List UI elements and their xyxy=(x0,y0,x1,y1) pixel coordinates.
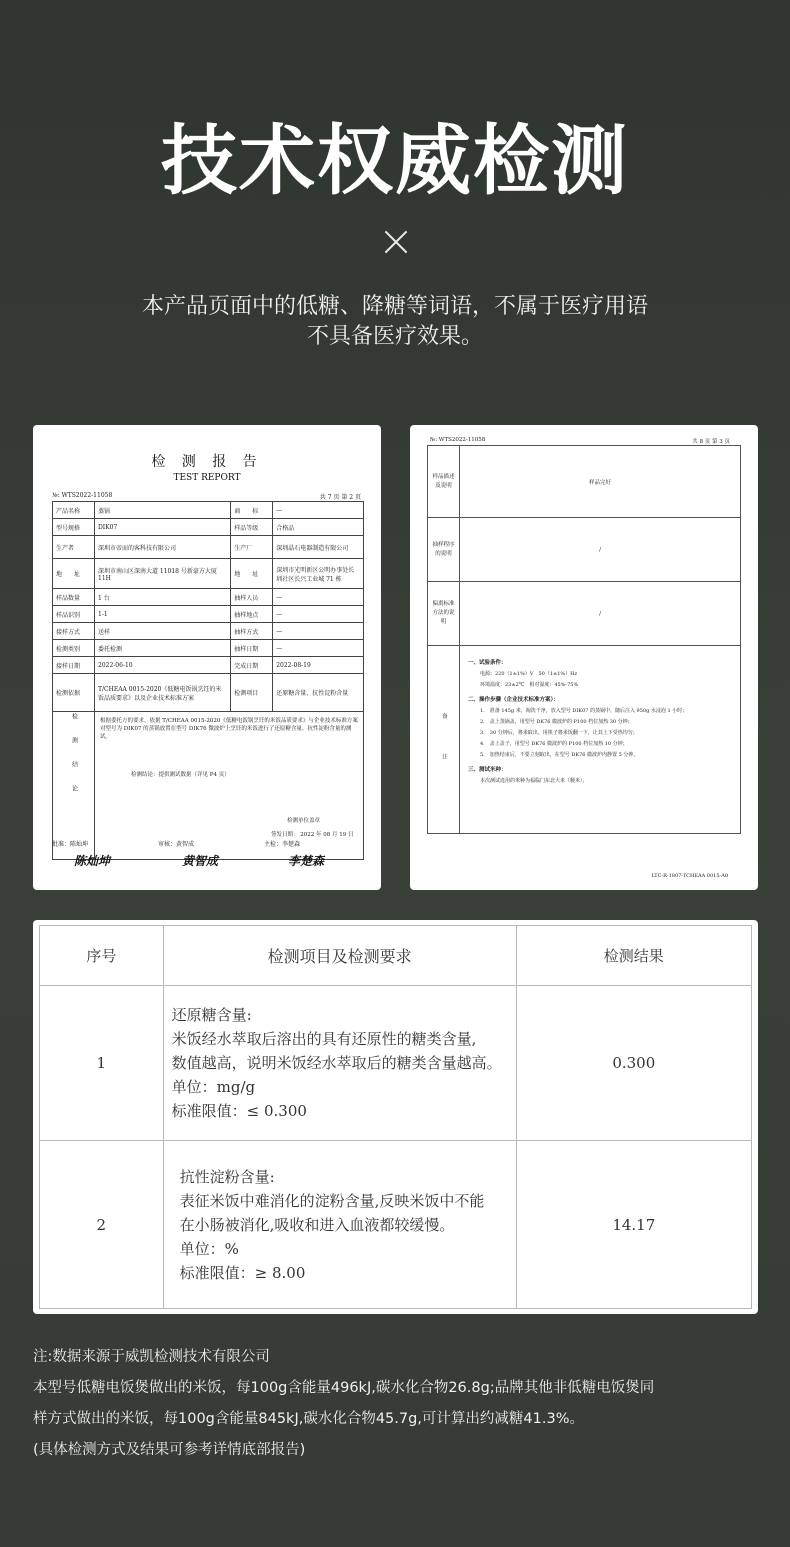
note-heading: 三、测试米种： xyxy=(468,767,507,773)
table-row xyxy=(40,1141,752,1309)
cell-value: 深圳市光明新区公明办事处长圳社区长兴工业城 71 栋 xyxy=(273,559,364,589)
conclusion-result: 检测结论：提供测试数据（详见 P4 页） xyxy=(131,772,230,778)
footnote-line: 样方式做出的米饭，每100g含能量845kJ,碳水化合物45.7g,可计算出约减糖41.3%。 xyxy=(33,1411,584,1427)
report-conclusion-row xyxy=(53,712,364,860)
cell-value: 深圳市南山区深南大道 11018 号新豪方大厦 11H xyxy=(95,559,231,589)
cell-value: 1 台 xyxy=(95,589,231,606)
cell-label: 型号规格 xyxy=(53,519,95,536)
notes-cell xyxy=(460,646,741,834)
cell-label: 地 址 xyxy=(53,559,95,589)
report-page: 共 7 页 第 2 页 xyxy=(319,494,361,501)
notes-content xyxy=(460,646,740,795)
cell-label: 完成日期 xyxy=(231,657,273,674)
cell-label: 生产厂 xyxy=(231,536,273,559)
header-result: 检测结果 xyxy=(516,926,751,986)
item-desc: 数值越高，说明米饭经水萃取后的糖类含量越高。 xyxy=(171,1054,502,1072)
note-line: 5. 加热结束后，不要立刻取出，在型号 DK76 微波炉内静置 5 分钟。 xyxy=(480,752,639,758)
cell-label: 样品数量 xyxy=(53,589,95,606)
row-number: 2 xyxy=(40,1141,164,1309)
cell-value: 深圳晶石电器制造有限公司 xyxy=(273,536,364,559)
report-row xyxy=(428,646,741,834)
disclaimer xyxy=(0,292,790,352)
cell-value: T/CHEAA 0015-2020《低糖电饭锅烹饪的米饭品质要求》以及企业技术标准方案 xyxy=(95,674,231,712)
cell-value: DIK07 xyxy=(95,519,231,536)
item-unit: 单位：mg/g xyxy=(171,1078,256,1096)
report-number: №: WTS2022-11058 xyxy=(430,437,486,443)
note-line: 3. 30 分钟后，将米取出，用筷子将米饭翻一下，让其上下受热均匀； xyxy=(480,730,638,736)
report-row xyxy=(53,502,364,519)
cell-label: 接样日期 xyxy=(53,657,95,674)
report-row xyxy=(428,446,741,518)
footnote-source: 注:数据来源于威凯检测技术有限公司 xyxy=(33,1349,270,1365)
cell-value: 送样 xyxy=(95,623,231,640)
reviewer-signature: 黄智成 xyxy=(182,854,219,868)
cell-label: 检测依据 xyxy=(53,674,95,712)
seal-label: 检测单位盖章 xyxy=(287,818,321,824)
cell-label: 检测项目 xyxy=(231,674,273,712)
cell-value: — xyxy=(273,589,364,606)
cell-label: 抽样方式 xyxy=(231,623,273,640)
sign-date: 签发日期： 2022 年 08 月 19 日 xyxy=(271,832,354,838)
cell-value: 还原糖含量、抗性淀粉含量 xyxy=(273,674,364,712)
approver-signature: 陈灿坤 xyxy=(74,854,111,868)
disclaimer-line-2: 不具备医疗效果。 xyxy=(306,324,483,349)
approver-label: 批准：陈灿坤 xyxy=(52,841,89,848)
cell-value: 2022-06-10 xyxy=(95,657,231,674)
conclusion-text: 根据委托方的要求，依据 T/CHEAA 0015-2020《低糖电饭锅烹饪的米饭品质要求》与企业技术标准方案对型号为 DIK07 的蒸锅放置在型号 DIK76 微波炉上烹饪的米饭进行了还原糖含量、抗性淀粉含量的测试。 xyxy=(100,718,358,740)
conclusion-label: 检 测 结 论 xyxy=(53,712,95,860)
item-title: 抗性淀粉含量: xyxy=(179,1167,275,1186)
cell-label: 接样方式 xyxy=(53,623,95,640)
note-line: 2. 盖上蒸锅盖，用型号 DK76 微波炉的 P100 档位加热 30 分钟； xyxy=(480,719,633,725)
results-panel xyxy=(33,920,758,1314)
cell-value: — xyxy=(273,606,364,623)
cell-label: 偏离标准方法的说明 xyxy=(428,582,460,646)
report-row xyxy=(53,536,364,559)
cell-label: 抽样地点 xyxy=(231,606,273,623)
cell-value: 合格品 xyxy=(273,519,364,536)
conclusion-cell xyxy=(95,712,364,860)
cell-label: 商 标 xyxy=(231,502,273,519)
cell-label: 样品描述及说明 xyxy=(428,446,460,518)
cell-value: — xyxy=(273,623,364,640)
inspector-signature: 李楚森 xyxy=(288,854,325,868)
report-row xyxy=(53,519,364,536)
results-header-row xyxy=(40,926,752,986)
cell-value: 样品完好 xyxy=(460,446,741,518)
report-number: №: WTS2022-11058 xyxy=(52,492,113,499)
cell-label: 抽样日期 xyxy=(231,640,273,657)
note-heading: 二、操作步骤（企业技术标准方案）： xyxy=(468,697,559,703)
cell-value: — xyxy=(273,640,364,657)
report-page: 共 8 页 第 3 页 xyxy=(692,439,730,445)
report-row xyxy=(53,657,364,674)
note-line: 电源：220（1±1%）V 50（1±1%）Hz xyxy=(480,671,578,677)
report-title: 检 测 报 告 xyxy=(151,454,263,470)
cell-value: — xyxy=(273,502,364,519)
note-heading: 一、试验条件： xyxy=(468,660,507,666)
item-desc: 在小肠被消化,吸收和进入血液都较缓慢。 xyxy=(179,1215,455,1234)
reviewer-label: 审核：黄智成 xyxy=(158,841,195,848)
table-row xyxy=(40,986,752,1141)
test-report-page-3 xyxy=(410,425,758,890)
cell-value: 委托检测 xyxy=(95,640,231,657)
inspector-label: 主检：李楚森 xyxy=(264,841,301,848)
report-row xyxy=(53,559,364,589)
cell-value: / xyxy=(460,582,741,646)
cell-label: 样品识别 xyxy=(53,606,95,623)
report-footer-code: LTC-R-1807-TCHEAA 0015-A0 xyxy=(651,873,728,879)
footnote-line: (具体检测方式及结果可参考详情底部报告) xyxy=(33,1442,306,1458)
cell-value: 1-1 xyxy=(95,606,231,623)
row-number: 1 xyxy=(40,986,164,1141)
item-desc: 米饭经水萃取后溶出的具有还原性的糖类含量, xyxy=(171,1030,477,1048)
inspector xyxy=(264,839,324,869)
item-desc: 表征米饭中难消化的淀粉含量,反映米饭中不能 xyxy=(179,1191,485,1210)
close-icon xyxy=(384,230,408,254)
report-row xyxy=(428,518,741,582)
note-line: 本次测试选用的米种为福临门东北大米（粳米）。 xyxy=(480,778,588,784)
results-table xyxy=(39,925,752,1309)
disclaimer-line-1: 本产品页面中的低糖、降糖等词语，不属于医疗用语 xyxy=(141,294,648,319)
item-unit: 单位：% xyxy=(179,1239,239,1258)
report-row xyxy=(53,589,364,606)
cell-label: 抽样程序的说明 xyxy=(428,518,460,582)
report-row xyxy=(428,582,741,646)
reviewer xyxy=(158,839,218,869)
test-report-page-2 xyxy=(33,425,381,890)
report-row xyxy=(53,640,364,657)
cell-label: 抽样人员 xyxy=(231,589,273,606)
note-line: 4. 盖上盖子，用型号 DK76 微波炉的 P100 档位加热 10 分钟； xyxy=(480,741,628,747)
report-info-table xyxy=(52,501,364,860)
item-limit: 标准限值：≥ 8.00 xyxy=(179,1263,306,1282)
page-title: 技术权威检测 xyxy=(161,116,629,205)
report-notes-table xyxy=(427,445,741,834)
row-result: 0.300 xyxy=(516,986,751,1141)
report-row xyxy=(53,606,364,623)
note-line: 1. 准备 145g 米，淘洗干净，放入型号 DIK07 的蒸锅中，随后注入 950g 水浸泡 1 小时； xyxy=(480,708,688,714)
cell-label: 检测类别 xyxy=(53,640,95,657)
row-item xyxy=(163,1141,516,1309)
cell-value: 2022-08-19 xyxy=(273,657,364,674)
footnote xyxy=(33,1342,773,1466)
report-row xyxy=(53,674,364,712)
cell-value: 蒸锅 xyxy=(95,502,231,519)
approver xyxy=(52,839,110,869)
cell-label: 生产者 xyxy=(53,536,95,559)
note-line: 环境温度：23±2℃ 相对湿度：45%-75% xyxy=(480,682,579,688)
item-limit: 标准限值：≤ 0.300 xyxy=(171,1102,307,1120)
cell-label: 地 址 xyxy=(231,559,273,589)
notes-label: 备 注 xyxy=(428,646,460,834)
header-no: 序号 xyxy=(40,926,164,986)
cell-value: 深圳市帝而的客科技有限公司 xyxy=(95,536,231,559)
report-row xyxy=(53,623,364,640)
row-result: 14.17 xyxy=(516,1141,751,1309)
report-subtitle: TEST REPORT xyxy=(173,473,241,483)
header-item: 检测项目及检测要求 xyxy=(163,926,516,986)
item-title: 还原糖含量: xyxy=(171,1006,252,1024)
cell-label: 产品名称 xyxy=(53,502,95,519)
row-item xyxy=(163,986,516,1141)
footnote-line: 本型号低糖电饭煲做出的米饭，每100g含能量496kJ,碳水化合物26.8g;品牌其他非低糖电饭煲同 xyxy=(33,1380,655,1396)
cell-value: / xyxy=(460,518,741,582)
cell-label: 样品等级 xyxy=(231,519,273,536)
